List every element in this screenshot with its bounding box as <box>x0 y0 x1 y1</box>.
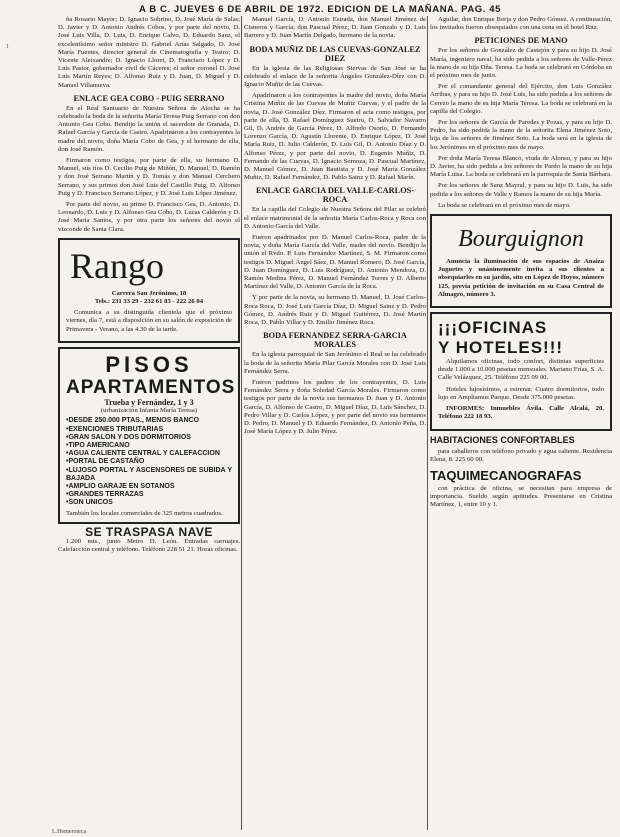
col3-paragraph: Por el comandante general del Ejército, don Luis González Arribas, y para su hijo D. José Luis, ha sido pedida a los señores de Cerezo la mano de su hija María Teresa. La boda se celebrará en la capilla del Colegio. <box>430 83 612 115</box>
col2-paragraph: Fueron padrinos los padres de los contrayentes, D. Luis Fernández Serra y doña Soledad García Morales. Firmaron como testigos por parte de la novia sus hermanos D. Juan y D. Antonio García, D. Alfonso de Castro, D. Miguel Díaz, D. Luis Sánchez, D. Pedro Villar y D. Carlos López, y por parte del novio sus hermanos D. Pedro, D. Manuel y D. Eduardo Fernández, D. Antonio Peña, D. José María López y D. Julio Pérez. <box>244 378 426 436</box>
column-2 <box>244 16 426 828</box>
habitaciones-title: HABITACIONES CONFORTABLES <box>430 434 575 445</box>
footer-mark: L.Hemeroteca <box>52 829 87 835</box>
column-rule-2 <box>427 16 428 830</box>
col1-heading-gea-cobo: ENLACE GEA COBO - PUIG SERRANO <box>73 93 225 103</box>
apartamentos-title: APARTAMENTOS <box>66 376 236 398</box>
hoteles-title: Y HOTELES!!! <box>438 338 564 358</box>
traspasa-title: SE TRASPASA NAVE <box>85 524 213 539</box>
feature-item: • EXENCIONES TRIBUTARIAS <box>66 426 232 434</box>
col1-paragraph: En el Real Santuario de Nuestra Señora de Atocha se ha celebrado la boda de la señorita María Teresa Puig Serrano con don Antonio Gea Cobo. Bendijo la unión el sacerdote de Granada, D. Rafael García y García de Castro. Apadrinaron a los contrayentes la madre del novio, doña María Cobo de Gea, y el hermano de ella, don José Ramón. <box>58 104 240 153</box>
bourguignon-text: Anuncia la iluminación de sus espacios de Anaiza Juguetes y unánimemente invita a sus clientes a obsequiarles en su jardín, sito en López de Hoyos, número 125, previa petición de invitación en su Casa Central de Almagro, número 3. <box>438 258 604 298</box>
col3-paragraph: Por doña María Teresa Blanco, viuda de Alonso, y para su hijo D. Javier, ha sido pedida a los señores de Pardo la mano de su hija María Luisa. La boda se celebrará en la parroquia de Santa Bárbara. <box>430 154 612 179</box>
taquimecanografas-title: TAQUIMECANOGRAFAS <box>430 467 582 483</box>
col2-intro: Manuel García, D. Antonio Estrada, don Manuel Jiménez de Cisneros y García; don Pascual Pérez; D. Juan Gonzalo y D. Luis Barrero y D. Juan Martín Delgado, hermano de la novia. <box>244 16 426 40</box>
col3-paragraph: Por los señores de González de Castejón y para su hijo D. José María, ingeniero naval, ha sido pedida a los señores de Valle-Pérez la mano de su hija Dña. Teresa. La boda se celebrará en Córdoba en el próximo mes de junio. <box>430 47 612 80</box>
oficinas-ad <box>430 312 612 430</box>
pisos-subtitle: (urbanización Infanta María Teresa) <box>100 407 198 415</box>
col2-heading-garcia-del-valle: ENLACE GARCIA DEL VALLE-CARLOS-ROCA <box>255 186 415 205</box>
rango-ad <box>58 238 240 343</box>
col2-paragraph: Fueron apadrinados por D. Manuel Carlos-Roca, padre de la novia, y doña María García del Valle, madre del novio. Bendijo la unión el Rvdo. P. Luis Fernández Martínez, S. M. Firmaron como testigos D. Miguel Ángel Sáez, D. Manuel Romero, D. José García, D. Juan Domínguez, D. Luis Rodríguez, D. Antonio Mendoza, D. Ramón Medina Pérez, D. Manuel Fernández Torres y D. Alberto Martínez del Valle, D. Antonio García de la Roca. <box>244 234 426 291</box>
feature-item: • DESDE 250.000 PTAS., MENOS BANCO <box>66 417 232 425</box>
feature-item: • TIPO AMERICANO <box>66 442 232 450</box>
col2-paragraph: Apadrinaron a los contrayentes la madre del novio, doña María Cristina Muñiz de las Cuevas de Muñiz Cuevas, y el padre de la novia, D. José González Díez. Firmaron el acta como testigos, por parte de ella, D. Rafael Domínguez Sueiro, D. Salvador Navarro Gil, D. Andrés de García Pérez, D. Alfredo Osorio, D. Fernando Lorenzo García, D. Agustín Llorente, D. Enrique López, D. José María Ruiz, D. Julio Calderón, D. Luis Gil, D. Antonio Díaz y D. Alfonso Pérez, y por parte del novio, D. Eugenio Muñiz, D. Fernando de las Cuevas, D. Ignacio Somoza, D. Pascual Martínez, D. Manuel Gómez, D. Juan Bautista y D. José María González Muñiz, D. Rafael Fernández, D. Pablo Sainz y D. Rafael Marín. <box>244 92 426 182</box>
feature-item: • GRAN SALON Y DOS DORMITORIOS <box>66 434 232 442</box>
col2-paragraph: En la iglesia de las Religiosas Siervas de San José se ha celebrado el enlace de la señorita Ángeles González-Díez con D. Ignacio Muñiz de las Cuevas. <box>244 64 426 89</box>
feature-item: • AMPLIO GARAJE EN SOTANOS <box>66 483 232 491</box>
oficinas-info: INFORMES: Inmuebles Ávila. Calle Alcalá, 20. Teléfono 222 18 93. <box>438 405 604 421</box>
pisos-title: PISOS <box>105 351 193 377</box>
taquimecanografas-text: con práctica de oficina, se necesitan para empresa de importancia. Sueldo según aptitudes. Presentarse en Cristina Martínez, 1, entre 10 y 1. <box>430 484 612 509</box>
rango-text: Comunica a su distinguida clientela que el próximo viernes, día 7, está a disposición en su salón de exposición de Primavera - Verano, a las 4.30 de la tarde. <box>66 309 232 333</box>
col3-paragraph: Por los señores de García de Paredes y Pozas, y para su hijo D. Pedro, ha sido pedida la mano de la señorita Elena Jiménez Soto, hija de los señores de Jiménez Soto. La boda será en la iglesia de los Jerónimos en el próximo mes de mayo. <box>430 119 612 151</box>
col2-paragraph: En la iglesia parroquial de San Jerónimo el Real se ha celebrado la boda de la señorita María Pilar García Morales con D. José Luis Fernández Serra. <box>244 351 426 375</box>
pisos-ad <box>58 347 240 524</box>
feature-item: • LUJOSO PORTAL Y ASCENSORES DE SUBIDA Y BAJADA <box>66 467 232 483</box>
page-header: A B C. JUEVES 6 DE ABRIL DE 1972. EDICION DE LA MAÑANA. PAG. 45 <box>138 4 502 15</box>
col1-paragraph: Firmaron como testigos, por parte de ella, su hermano D. Manuel, sus tíos D. Cecilio Puig de Miñón, D. Manuel, D. Ramón y don José Serrano Martín y D. Tomás y don Manuel Cerchero Serrano, y sus primos don José Luis del Castillo Puig, D. Alfonso Puig y D. Francisco Serrano López, y D. José Luis López Jiménez. <box>58 157 240 197</box>
bourguignon-ad <box>430 214 612 308</box>
rango-phones: Tels.: 231 33 29 - 232 61 83 - 222 26 04 <box>94 298 204 306</box>
col1-paragraph: Por parte del novio, su primo D. Francisco Gea, D. Antonio, D. Leonardo, D. Luis y D. Alfonso Gea Cobo, D. Lucas Calderón y D. José María Santos, y por otra parte los señores del novio el vizconde de Santa Clara. <box>58 201 240 233</box>
rango-title: Rango <box>70 245 164 286</box>
hoteles-text: Hoteles lujosísimos, a estrenar. Cuatro dormitorios, todo lujo en Ampliamos Parque. Desde 375.000 pesetas. <box>438 385 604 401</box>
feature-item: • SON UNICOS <box>66 499 232 507</box>
col2-paragraph: En la capilla del Colegio de Nuestra Señora del Pilar se celebró el enlace matrimonial de la señorita María Carlos-Roca y Roca con D. Antonio García del Valle. <box>244 206 426 230</box>
pisos-features <box>66 417 232 507</box>
oficinas-title: ¡¡¡OFICINAS <box>438 318 548 338</box>
rango-address: Carrera San Jerónimo, 18 <box>111 289 187 297</box>
col2-paragraph: Y por parte de la novia, su hermano D. Manuel, D. José Carlos-Roca Roca, D. José Luis García Díaz, D. Miguel Sainz y D. Pedro Gómez, D. Andrés Ruiz y D. Miguel Gutiérrez, D. José Martín Roca, D. Pablo Villar y D. Emilio Jiménez Roca. <box>244 294 426 327</box>
pisos-address: Trueba y Fernández, 1 y 3 <box>104 397 194 407</box>
column-1 <box>58 16 240 828</box>
left-margin-mark: 1 <box>6 44 9 50</box>
traspasa-text: 1.200 mts., junto Metro D. León. Entradas carruajes. Calefacción central y teléfono. Teléfono 228 51 21. Horas oficinas. <box>58 537 240 554</box>
feature-item: • AGUA CALIENTE CENTRAL Y CALEFACCION <box>66 450 232 458</box>
col3-paragraph: Por los señores de Sanz Mayral, y para su hijo D. Luis, ha sido pedida a los señores de Valle y Ramos la mano de su hija María. <box>430 182 612 198</box>
column-rule-1 <box>241 16 242 830</box>
oficinas-text: Alquilamos oficinas, todo confort, distintas superficies desde 1.000 a 10.000 pesetas mensuales. Mariano Frías, S. A. Calle Velázquez, 25. Teléfono 225 09 00. <box>438 358 604 382</box>
col1-intro: ña Rosario Mayor; D. Ignacio Sobrino, D. José María de Salas; D. Javier y D. Antonio Andrés Cobos, y por parte del novio, D. José Luis Villa, D. Luis, D. Enrique Calvo, D. Eduardo Sanz, el excelentísimo señor ministro D. Gabriel Arias Salgado, D. José María Fuentes, director general de Cinematografía y Teatro; D. Vicente Aleixandre; D. Ignacio Lloret, D. Francisco López y D. Luis Pastor, gobernador civil de Cáceres; el señor coronel D. José Luis Martín Reyes; D. Alfonso Ruiz y D. Juan, D. Miguel y D. Manuel Villanueva. <box>58 16 240 89</box>
column-3 <box>430 16 612 828</box>
habitaciones-text: para caballeros con teléfono privado y agua caliente. Residencia Elena, 8. 225 60 00. <box>430 447 612 463</box>
pisos-note: También los locales comerciales de 325 metros cuadrados. <box>66 509 223 517</box>
col3-paragraph: La boda se celebrará en el próximo mes de mayo. <box>438 201 571 209</box>
col2-heading-munoz: BODA MUÑIZ DE LAS CUEVAS-GONZALEZ DIEZ <box>249 44 421 63</box>
col3-heading-peticiones: PETICIONES DE MANO <box>474 36 568 46</box>
bourguignon-logo: Bourguignon <box>458 226 584 253</box>
feature-item: • PORTAL DE CASTAÑO <box>66 458 232 466</box>
feature-item: • GRANDES TERRAZAS <box>66 491 232 499</box>
col2-heading-fernandez-serra: BODA FERNANDEZ SERRA-GARCIA MORALES <box>263 331 407 350</box>
col3-intro: Aguilar, don Enrique Borja y don Pedro Gómez. A continuación, los invitados fueron obsequiados con una cena en el hotel Ritz. <box>430 16 612 32</box>
